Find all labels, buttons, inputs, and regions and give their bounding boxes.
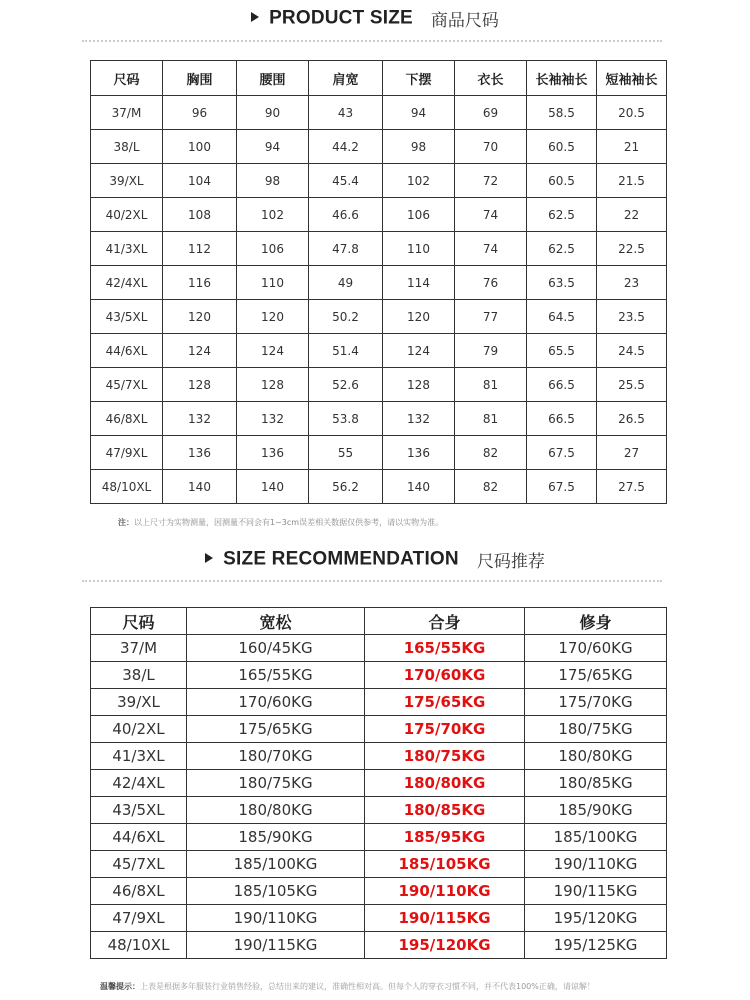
size-cell: 37/M	[91, 635, 187, 662]
table-row	[91, 878, 667, 905]
product-size-title-en: PRODUCT SIZE	[269, 7, 413, 29]
measurement-note	[118, 517, 443, 528]
size-cell: 41/3XL	[91, 232, 163, 266]
value-cell: 190/110KG	[525, 851, 667, 878]
value-cell: 23.5	[597, 300, 667, 334]
value-cell: 185/105KG	[187, 878, 365, 905]
size-cell: 44/6XL	[91, 824, 187, 851]
value-cell: 104	[163, 164, 237, 198]
value-cell: 110	[237, 266, 309, 300]
value-cell: 51.4	[309, 334, 383, 368]
value-cell: 47.8	[309, 232, 383, 266]
size-cell: 46/8XL	[91, 878, 187, 905]
value-cell: 60.5	[527, 164, 597, 198]
triangle-right-icon	[205, 553, 213, 563]
table-row	[91, 96, 667, 130]
value-cell: 60.5	[527, 130, 597, 164]
table-row	[91, 436, 667, 470]
size-cell: 42/4XL	[91, 266, 163, 300]
value-cell: 58.5	[527, 96, 597, 130]
size-cell: 47/9XL	[91, 905, 187, 932]
value-cell: 24.5	[597, 334, 667, 368]
value-cell: 124	[383, 334, 455, 368]
size-cell: 45/7XL	[91, 368, 163, 402]
table-row	[91, 743, 667, 770]
value-cell: 180/75KG	[365, 743, 525, 770]
column-header: 长袖袖长	[527, 61, 597, 96]
value-cell: 170/60KG	[365, 662, 525, 689]
value-cell: 132	[383, 402, 455, 436]
value-cell: 180/80KG	[365, 770, 525, 797]
value-cell: 195/120KG	[525, 905, 667, 932]
table-row	[91, 130, 667, 164]
value-cell: 190/115KG	[525, 878, 667, 905]
table-row	[91, 662, 667, 689]
value-cell: 74	[455, 198, 527, 232]
value-cell: 82	[455, 436, 527, 470]
column-header: 短袖袖长	[597, 61, 667, 96]
value-cell: 44.2	[309, 130, 383, 164]
column-header: 胸围	[163, 61, 237, 96]
note-text: 以上尺寸为实物测量，因测量不同会有1~3cm误差相关数据仅供参考，请以实物为准。	[134, 518, 444, 527]
value-cell: 74	[455, 232, 527, 266]
size-recommendation-title	[0, 547, 750, 572]
value-cell: 65.5	[527, 334, 597, 368]
value-cell: 136	[383, 436, 455, 470]
value-cell: 50.2	[309, 300, 383, 334]
value-cell: 195/125KG	[525, 932, 667, 959]
value-cell: 175/70KG	[525, 689, 667, 716]
value-cell: 64.5	[527, 300, 597, 334]
table-row	[91, 689, 667, 716]
value-cell: 175/65KG	[365, 689, 525, 716]
value-cell: 140	[237, 470, 309, 504]
value-cell: 69	[455, 96, 527, 130]
value-cell: 140	[163, 470, 237, 504]
size-cell: 48/10XL	[91, 932, 187, 959]
value-cell: 124	[237, 334, 309, 368]
size-cell: 43/5XL	[91, 300, 163, 334]
value-cell: 62.5	[527, 232, 597, 266]
value-cell: 136	[237, 436, 309, 470]
value-cell: 27.5	[597, 470, 667, 504]
value-cell: 180/75KG	[525, 716, 667, 743]
size-cell: 46/8XL	[91, 402, 163, 436]
table-row	[91, 232, 667, 266]
value-cell: 53.8	[309, 402, 383, 436]
value-cell: 67.5	[527, 470, 597, 504]
value-cell: 23	[597, 266, 667, 300]
table-row	[91, 905, 667, 932]
product-size-table	[90, 60, 667, 504]
value-cell: 170/60KG	[525, 635, 667, 662]
tip-text: 上表是根据多年服装行业销售经验，总结出来的建议，准确性相对高。但每个人的穿衣习惯不同，并不代表100%正确，请谅解！	[140, 982, 595, 991]
table-header-row	[91, 61, 667, 96]
size-cell: 40/2XL	[91, 198, 163, 232]
triangle-right-icon	[251, 12, 259, 22]
value-cell: 120	[237, 300, 309, 334]
table-row	[91, 635, 667, 662]
value-cell: 140	[383, 470, 455, 504]
column-header: 下摆	[383, 61, 455, 96]
table-row	[91, 716, 667, 743]
value-cell: 79	[455, 334, 527, 368]
value-cell: 165/55KG	[187, 662, 365, 689]
divider	[82, 580, 662, 582]
value-cell: 165/55KG	[365, 635, 525, 662]
value-cell: 120	[383, 300, 455, 334]
value-cell: 180/85KG	[365, 797, 525, 824]
value-cell: 82	[455, 470, 527, 504]
value-cell: 136	[163, 436, 237, 470]
value-cell: 190/110KG	[187, 905, 365, 932]
table-header-row	[91, 608, 667, 635]
value-cell: 62.5	[527, 198, 597, 232]
value-cell: 175/70KG	[365, 716, 525, 743]
table-row	[91, 334, 667, 368]
column-header: 肩宽	[309, 61, 383, 96]
divider	[82, 40, 662, 42]
value-cell: 94	[237, 130, 309, 164]
value-cell: 116	[163, 266, 237, 300]
value-cell: 52.6	[309, 368, 383, 402]
table-row	[91, 470, 667, 504]
value-cell: 160/45KG	[187, 635, 365, 662]
value-cell: 81	[455, 402, 527, 436]
table-row	[91, 932, 667, 959]
value-cell: 124	[163, 334, 237, 368]
value-cell: 45.4	[309, 164, 383, 198]
value-cell: 46.6	[309, 198, 383, 232]
table-row	[91, 198, 667, 232]
table-row	[91, 402, 667, 436]
value-cell: 180/80KG	[525, 743, 667, 770]
value-cell: 185/90KG	[187, 824, 365, 851]
value-cell: 180/80KG	[187, 797, 365, 824]
value-cell: 112	[163, 232, 237, 266]
product-size-title-cn: 商品尺码	[430, 11, 499, 31]
size-cell: 41/3XL	[91, 743, 187, 770]
value-cell: 106	[237, 232, 309, 266]
value-cell: 128	[237, 368, 309, 402]
column-header: 宽松	[187, 608, 365, 635]
note-label: 注：	[118, 518, 134, 527]
value-cell: 22.5	[597, 232, 667, 266]
value-cell: 185/100KG	[525, 824, 667, 851]
value-cell: 108	[163, 198, 237, 232]
table-row	[91, 164, 667, 198]
value-cell: 98	[237, 164, 309, 198]
value-cell: 21	[597, 130, 667, 164]
value-cell: 98	[383, 130, 455, 164]
value-cell: 25.5	[597, 368, 667, 402]
value-cell: 190/115KG	[365, 905, 525, 932]
value-cell: 132	[163, 402, 237, 436]
value-cell: 72	[455, 164, 527, 198]
size-cell: 44/6XL	[91, 334, 163, 368]
size-cell: 42/4XL	[91, 770, 187, 797]
column-header: 尺码	[91, 61, 163, 96]
value-cell: 70	[455, 130, 527, 164]
value-cell: 175/65KG	[187, 716, 365, 743]
value-cell: 56.2	[309, 470, 383, 504]
warm-tip	[100, 981, 595, 992]
value-cell: 100	[163, 130, 237, 164]
size-cell: 40/2XL	[91, 716, 187, 743]
table-row	[91, 368, 667, 402]
size-cell: 38/L	[91, 662, 187, 689]
value-cell: 185/95KG	[365, 824, 525, 851]
value-cell: 114	[383, 266, 455, 300]
value-cell: 26.5	[597, 402, 667, 436]
column-header: 衣长	[455, 61, 527, 96]
column-header: 尺码	[91, 608, 187, 635]
size-cell: 39/XL	[91, 164, 163, 198]
value-cell: 27	[597, 436, 667, 470]
size-cell: 38/L	[91, 130, 163, 164]
value-cell: 66.5	[527, 368, 597, 402]
table-row	[91, 770, 667, 797]
value-cell: 77	[455, 300, 527, 334]
value-cell: 180/70KG	[187, 743, 365, 770]
size-cell: 43/5XL	[91, 797, 187, 824]
value-cell: 94	[383, 96, 455, 130]
size-recommendation-table	[90, 607, 667, 959]
value-cell: 190/110KG	[365, 878, 525, 905]
value-cell: 21.5	[597, 164, 667, 198]
value-cell: 102	[237, 198, 309, 232]
size-cell: 47/9XL	[91, 436, 163, 470]
value-cell: 185/100KG	[187, 851, 365, 878]
value-cell: 110	[383, 232, 455, 266]
table-row	[91, 797, 667, 824]
value-cell: 76	[455, 266, 527, 300]
value-cell: 185/90KG	[525, 797, 667, 824]
size-recommendation-title-cn: 尺码推荐	[476, 552, 545, 572]
tip-label: 温馨提示：	[100, 982, 140, 991]
column-header: 修身	[525, 608, 667, 635]
value-cell: 195/120KG	[365, 932, 525, 959]
value-cell: 81	[455, 368, 527, 402]
value-cell: 106	[383, 198, 455, 232]
value-cell: 185/105KG	[365, 851, 525, 878]
value-cell: 67.5	[527, 436, 597, 470]
size-cell: 37/M	[91, 96, 163, 130]
value-cell: 66.5	[527, 402, 597, 436]
value-cell: 180/75KG	[187, 770, 365, 797]
value-cell: 43	[309, 96, 383, 130]
value-cell: 96	[163, 96, 237, 130]
size-cell: 48/10XL	[91, 470, 163, 504]
value-cell: 128	[163, 368, 237, 402]
product-size-title	[0, 6, 750, 31]
table-row	[91, 300, 667, 334]
value-cell: 90	[237, 96, 309, 130]
value-cell: 175/65KG	[525, 662, 667, 689]
value-cell: 180/85KG	[525, 770, 667, 797]
column-header: 合身	[365, 608, 525, 635]
value-cell: 190/115KG	[187, 932, 365, 959]
value-cell: 20.5	[597, 96, 667, 130]
value-cell: 120	[163, 300, 237, 334]
size-recommendation-title-en: SIZE RECOMMENDATION	[223, 548, 459, 570]
value-cell: 128	[383, 368, 455, 402]
table-row	[91, 266, 667, 300]
size-cell: 39/XL	[91, 689, 187, 716]
value-cell: 49	[309, 266, 383, 300]
value-cell: 102	[383, 164, 455, 198]
table-row	[91, 851, 667, 878]
value-cell: 170/60KG	[187, 689, 365, 716]
value-cell: 63.5	[527, 266, 597, 300]
size-cell: 45/7XL	[91, 851, 187, 878]
value-cell: 132	[237, 402, 309, 436]
table-row	[91, 824, 667, 851]
value-cell: 22	[597, 198, 667, 232]
value-cell: 55	[309, 436, 383, 470]
column-header: 腰围	[237, 61, 309, 96]
